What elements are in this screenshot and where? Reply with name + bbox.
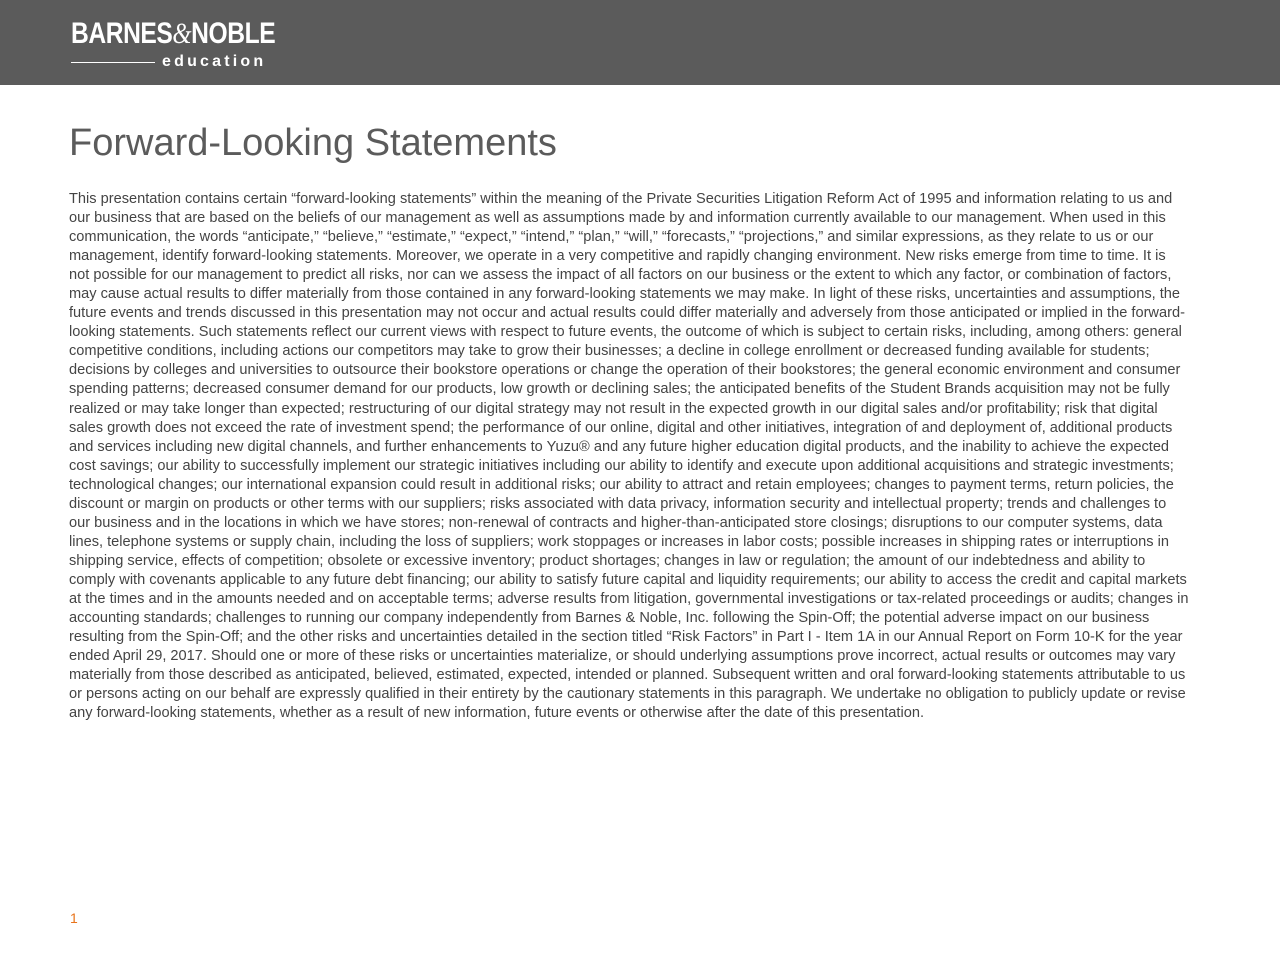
logo-wordmark <box>71 16 275 52</box>
logo-wordmark-left: BARNES <box>71 17 173 50</box>
page-title: Forward-Looking Statements <box>69 122 557 164</box>
disclaimer-paragraph: This presentation contains certain “forward-looking statements” within the meaning of the Private Securities Litigation Reform Act of 1995 and information relating to us and our business that are based on the beliefs of our management as well as assumptions made by and information currently available to our management. When used in this communication, the words “anticipate,” “believe,” “estimate,” “expect,” “intend,” “plan,” “will,” “forecasts,” “projections,” and similar expressions, as they relate to us or our management, identify forward-looking statements. Moreover, we operate in a very competitive and rapidly changing environment. New risks emerge from time to time. It is not possible for our management to predict all risks, nor can we assess the impact of all factors on our business or the extent to which any factor, or combination of factors, may cause actual results to differ materially from those contained in any forward-looking statements we may make. In light of these risks, uncertainties and assumptions, the future events and trends discussed in this presentation may not occur and actual results could differ materially and adversely from those anticipated or implied in the forward-looking statements. Such statements reflect our current views with respect to future events, the outcome of which is subject to certain risks, including, among others: general competitive conditions, including actions our competitors may take to grow their businesses; a decline in college enrollment or decreased funding available for students; decisions by colleges and universities to outsource their bookstore operations or change the operation of their bookstores; the general economic environment and consumer spending patterns; decreased consumer demand for our products, low growth or declining sales; the anticipated benefits of the Student Brands acquisition may not be fully realized or may take longer than expected; restructuring of our digital strategy may not result in the expected growth in our digital sales and/or profitability; risk that digital sales growth does not exceed the rate of investment spend; the performance of our online, digital and other initiatives, integration of and deployment of, additional products and services including new digital channels, and further enhancements to Yuzu® and any future higher education digital products, and the inability to achieve the expected cost savings; our ability to successfully implement our strategic initiatives including our ability to identify and execute upon additional acquisitions and strategic investments; technological changes; our international expansion could result in additional risks; our ability to attract and retain employees; changes to payment terms, return policies, the discount or margin on products or other terms with our suppliers; risks associated with data privacy, information security and intellectual property; trends and challenges to our business and in the locations in which we have stores; non-renewal of contracts and higher-than-anticipated store closings; disruptions to our computer systems, data lines, telephone systems or supply chain, including the loss of suppliers; work stoppages or increases in labor costs; possible increases in shipping rates or interruptions in shipping service, effects of competition; obsolete or excessive inventory; product shortages; changes in law or regulation; the amount of our indebtedness and ability to comply with covenants applicable to any future debt financing; our ability to satisfy future capital and liquidity requirements; our ability to access the credit and capital markets at the times and in the amounts needed and on acceptable terms; adverse results from litigation, governmental investigations or tax-related proceedings or audits; changes in accounting standards; challenges to running our company independently from Barnes & Noble, Inc. following the Spin-Off; the potential adverse impact on our business resulting from the Spin-Off; and the other risks and uncertainties detailed in the section titled “Risk Factors” in Part I - Item 1A in our Annual Report on Form 10-K for the year ended April 29, 2017. Should one or more of these risks or uncertainties materialize, or should underlying assumptions prove incorrect, actual results or outcomes may vary materially from those described as anticipated, believed, estimated, expected, intended or planned. Subsequent written and oral forward-looking statements attributable to us or persons acting on our behalf are expressly qualified in their entirety by the cautionary statements in this paragraph. We undertake no obligation to publicly update or revise any forward-looking statements, whether as a result of new information, future events or otherwise after the date of this presentation. <box>69 191 1189 722</box>
page-number: 1 <box>70 910 78 926</box>
logo-wordmark-right: NOBLE <box>191 17 276 50</box>
logo-rule <box>71 62 155 63</box>
barnes-noble-education-logo <box>71 16 281 72</box>
header-bar <box>0 0 1280 85</box>
logo-subtitle: education <box>162 53 267 70</box>
logo-ampersand: & <box>172 17 192 50</box>
